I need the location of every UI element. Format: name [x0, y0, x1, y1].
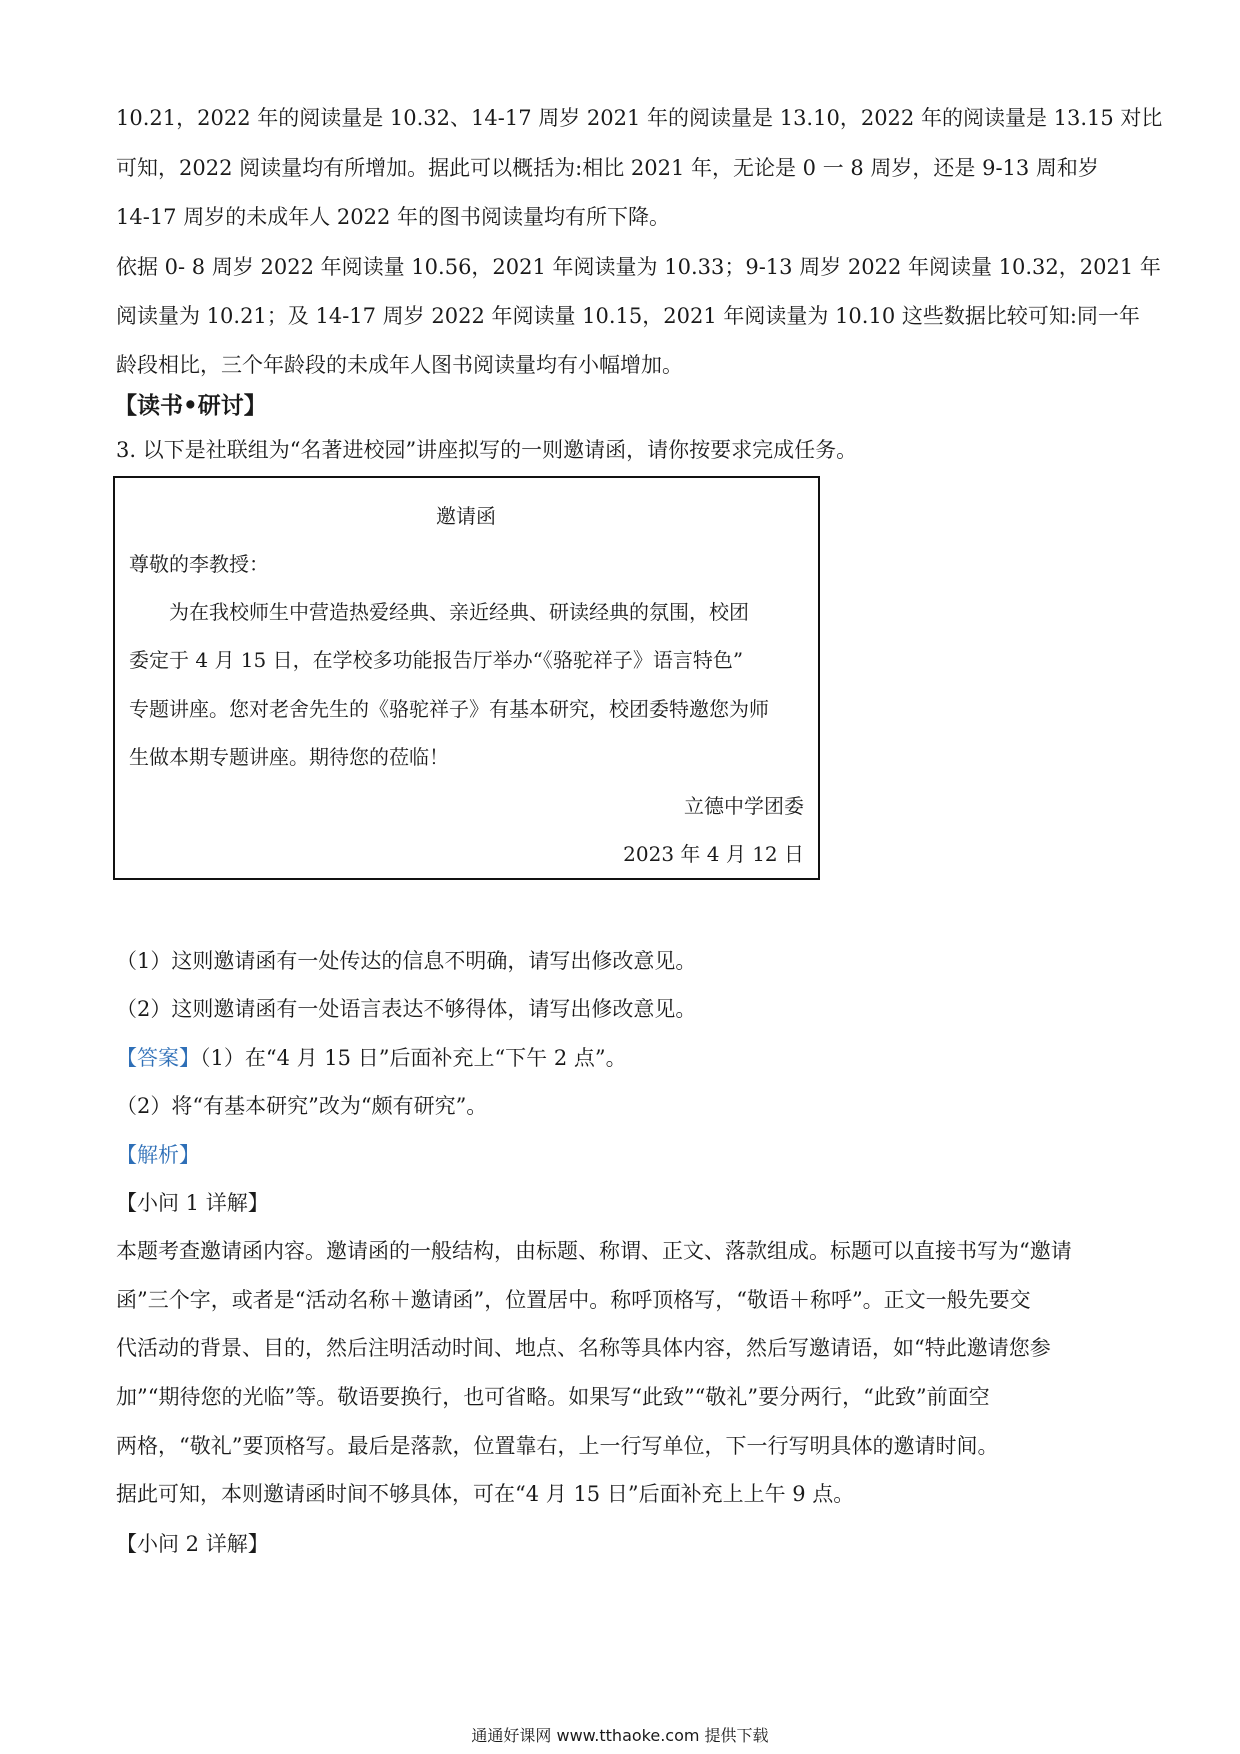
answer-line-1: [116, 1043, 627, 1073]
intro-line-4: 依据 0- 8 周岁 2022 年阅读量 10.56，2021 年阅读量为 10.33；9-13 周岁 2022 年阅读量 10.32，2021 年: [116, 255, 1161, 279]
sub-question-1: （1）这则邀请函有一处传达的信息不明确，请写出修改意见。: [116, 949, 697, 973]
detail1-line-6: 据此可知，本则邀请函时间不够具体，可在“4 月 15 日”后面补充上上午 9 点。: [116, 1482, 855, 1506]
page-footer: 通通好课网 www.tthaoke.com 提供下载: [471, 1726, 769, 1745]
detail1-line-1: 本题考查邀请函内容。邀请函的一般结构，由标题、称谓、正文、落款组成。标题可以直接书写为“邀请: [116, 1239, 1072, 1263]
intro-line-5: 阅读量为 10.21；及 14-17 周岁 2022 年阅读量 10.15，2021 年阅读量为 10.10 这些数据比较可知:同一年: [116, 304, 1140, 328]
detail1-line-2: 函”三个字，或者是“活动名称＋邀请函”，位置居中。称呼顶格写，“敬语＋称呼”。正文一般先要交: [116, 1288, 1031, 1312]
question-text: 3. 以下是社联组为“名著进校园”讲座拟写的一则邀请函，请你按要求完成任务。: [116, 438, 858, 462]
section-heading: 【读书•研讨】: [114, 392, 267, 419]
detail1-line-3: 代活动的背景、目的，然后注明活动时间、地点、名称等具体内容，然后写邀请语，如“特此邀请您参: [116, 1336, 1051, 1360]
intro-line-1: 10.21，2022 年的阅读量是 10.32、14-17 周岁 2021 年的阅读量是 13.10，2022 年的阅读量是 13.15 对比: [116, 106, 1163, 130]
answer-text-1: （1）在“4 月 15 日”后面补充上“下午 2 点”。: [200, 1046, 627, 1070]
letter-body-line-4: 生做本期专题讲座。期待您的莅临！: [129, 745, 449, 769]
intro-line-3: 14-17 周岁的未成年人 2022 年的图书阅读量均有所下降。: [116, 205, 671, 229]
letter-body-line-1: 为在我校师生中营造热爱经典、亲近经典、研读经典的氛围，校团: [169, 600, 749, 624]
sub-question-2: （2）这则邀请函有一处语言表达不够得体，请写出修改意见。: [116, 997, 697, 1021]
intro-line-6: 龄段相比，三个年龄段的未成年人图书阅读量均有小幅增加。: [116, 353, 683, 377]
answer-label: 【答案】: [116, 1046, 200, 1070]
letter-salutation: 尊敬的李教授：: [129, 552, 269, 576]
analysis-label: 【解析】: [116, 1143, 200, 1167]
letter-body-line-3: 专题讲座。您对老舍先生的《骆驼祥子》有基本研究，校团委特邀您为师: [129, 697, 769, 721]
letter-title: 邀请函: [436, 504, 496, 528]
detail2-label: 【小问 2 详解】: [116, 1532, 269, 1556]
answer-line-2: （2）将“有基本研究”改为“颇有研究”。: [116, 1094, 488, 1118]
detail1-line-4: 加”“期待您的光临”等。敬语要换行，也可省略。如果写“此致”“敬礼”要分两行，“此致”前面空: [116, 1385, 990, 1409]
detail1-label: 【小问 1 详解】: [116, 1191, 269, 1215]
letter-signature: 立德中学团委: [684, 794, 804, 818]
letter-date: 2023 年 4 月 12 日: [623, 842, 804, 866]
invitation-letter-box: [113, 476, 820, 880]
intro-line-2: 可知，2022 阅读量均有所增加。据此可以概括为:相比 2021 年，无论是 0 一 8 周岁，还是 9-13 周和岁: [116, 156, 1099, 180]
detail1-line-5: 两格，“敬礼”要顶格写。最后是落款，位置靠右，上一行写单位，下一行写明具体的邀请时间。: [116, 1434, 999, 1458]
letter-body-line-2: 委定于 4 月 15 日，在学校多功能报告厅举办“《骆驼祥子》语言特色”: [129, 648, 744, 672]
